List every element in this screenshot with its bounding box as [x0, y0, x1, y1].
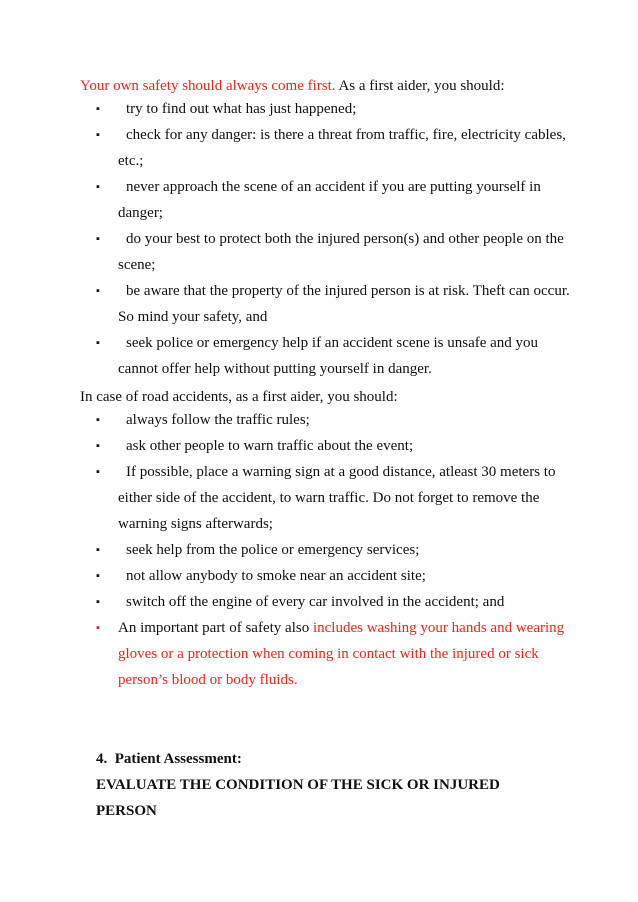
list-item: [96, 226, 578, 278]
hygiene-plain: An important part of safety also: [118, 620, 313, 636]
hygiene-highlight: includes washing your hands and wearing gloves or a protection when coming in contact with the injured or sick person’s blood or body fluids.: [118, 620, 565, 688]
bullet-icon: ▪: [96, 440, 100, 452]
bullet-icon: ▪: [96, 466, 100, 478]
bullet-icon: ▪: [96, 233, 100, 245]
list-item-text: not allow anybody to smoke near an accident site;: [126, 568, 426, 584]
list-item-text: be aware that the property of the injured person is at risk. Theft can occur. So mind your safety, and: [118, 283, 570, 325]
safety-list: [0, 96, 638, 382]
road-list: [0, 407, 638, 693]
road-intro: In case of road accidents, as a first aider, you should:: [80, 389, 398, 405]
list-item-text: seek help from the police or emergency services;: [126, 542, 420, 558]
list-item-text: switch off the engine of every car involved in the accident; and: [126, 594, 505, 610]
section-number: 4.: [96, 751, 108, 767]
intro-paragraph: [80, 76, 598, 96]
list-item-text: ask other people to warn traffic about the event;: [126, 438, 414, 454]
bullet-icon: ▪: [96, 414, 100, 426]
list-item: [96, 563, 578, 589]
list-item-text: always follow the traffic rules;: [126, 412, 310, 428]
list-item: [96, 407, 578, 433]
bullet-icon: ▪: [96, 103, 100, 115]
intro-rest: As a first aider, you should:: [335, 78, 505, 94]
list-item: [96, 537, 578, 563]
list-item-text: try to find out what has just happened;: [126, 101, 357, 117]
bullet-icon: ▪: [96, 544, 100, 556]
list-item: [96, 589, 578, 615]
bullet-icon: ▪: [96, 285, 100, 297]
bullet-icon: ▪: [96, 570, 100, 582]
bullet-icon: ▪: [96, 337, 100, 349]
section-heading: [96, 746, 242, 772]
list-item-text: [118, 620, 564, 688]
list-item-text: do your best to protect both the injured person(s) and other people on the scene;: [118, 231, 564, 273]
bullet-icon: ▪: [96, 129, 100, 141]
list-item-text: seek police or emergency help if an accident scene is unsafe and you cannot offer help without putting yourself in danger.: [118, 335, 539, 377]
list-item-text: If possible, place a warning sign at a good distance, atleast 30 meters to either side of the accident, to warn traffic. Do not forget to remove the warning signs afterwards;: [118, 464, 556, 532]
section-title: Patient Assessment:: [114, 751, 242, 767]
list-item: [96, 174, 578, 226]
list-item-safety-hygiene: [96, 615, 578, 693]
list-item-text: never approach the scene of an accident if you are putting yourself in danger;: [118, 179, 541, 221]
bullet-icon: ▪: [96, 181, 100, 193]
list-item: [96, 122, 578, 174]
list-item: [96, 459, 578, 537]
intro-highlight: Your own safety should always come first.: [80, 78, 336, 94]
bullet-icon: ▪: [96, 622, 100, 634]
list-item-text: check for any danger: is there a threat from traffic, fire, electricity cables, etc.;: [118, 127, 566, 169]
section-subtitle: EVALUATE THE CONDITION OF THE SICK OR INJURED PERSON: [96, 777, 500, 819]
list-item: [96, 330, 578, 382]
list-item: [96, 433, 578, 459]
list-item: [96, 278, 578, 330]
list-item: [96, 96, 578, 122]
bullet-icon: ▪: [96, 596, 100, 608]
